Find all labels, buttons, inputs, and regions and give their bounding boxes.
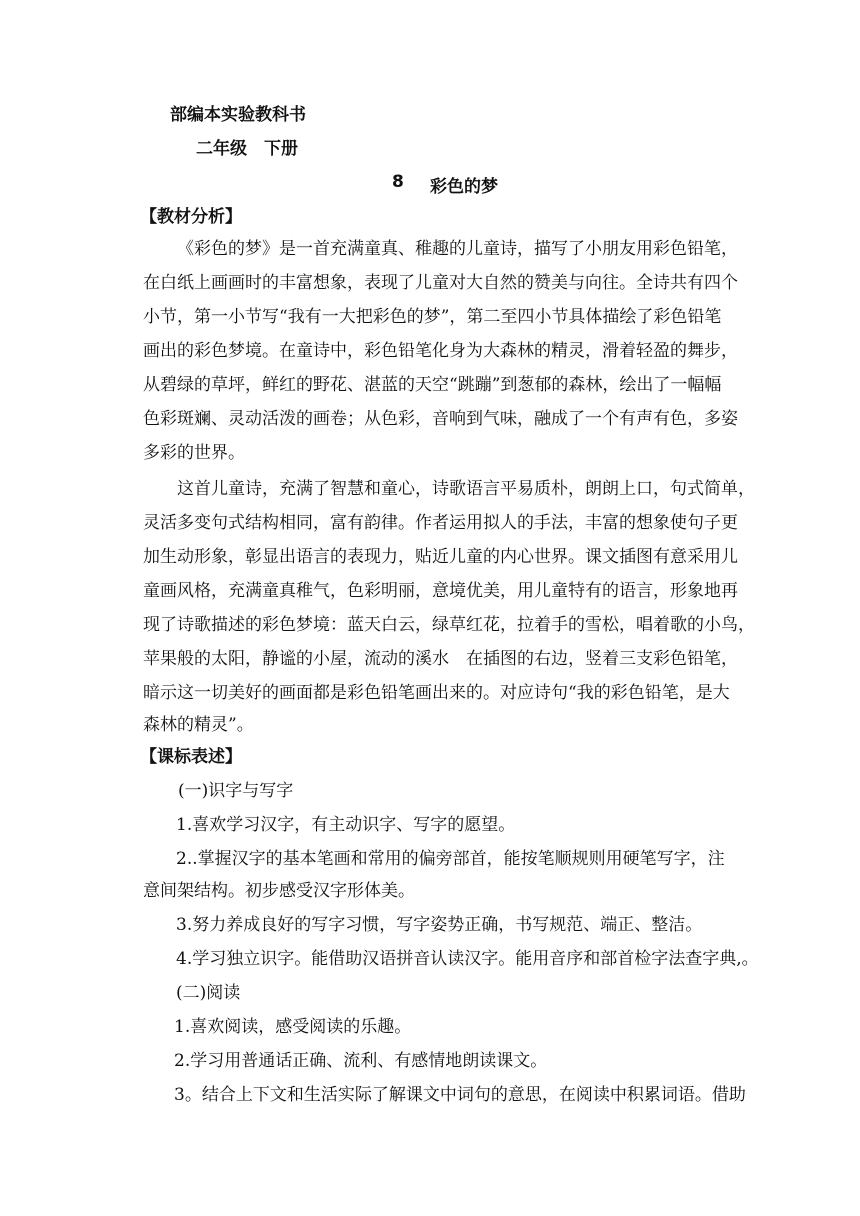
- analysis-p2-line: 加生动形象，彰显出语言的表现力，贴近儿童的内心世界。课文插图有意采用儿: [143, 547, 738, 567]
- analysis-p2-line: 灵活多变句式结构相同，富有韵律。作者运用拟人的手法，丰富的想象使句子更: [143, 513, 738, 533]
- analysis-p2-line: 童画风格，充满童真稚气，色彩明丽，意境优美，用儿童特有的语言，形象地再: [143, 581, 738, 601]
- reading-item: 2.学习用普通话正确、流利、有感情地朗读课文。: [174, 1051, 548, 1071]
- subsection-reading: (二)阅读: [176, 983, 241, 1003]
- publisher-line: 部编本实验教科书: [170, 105, 306, 125]
- reading-item: 3。结合上下文和生活实际了解课文中词句的意思，在阅读中积累词语。借助: [174, 1085, 746, 1105]
- standard-item: 4.学习独立识字。能借助汉语拼音认读汉字。能用音序和部首检字法查字典,。: [176, 949, 759, 969]
- analysis-p1-line: 《彩色的梦》是一首充满童真、稚趣的儿童诗，描写了小朋友用彩色铅笔，: [177, 239, 738, 259]
- analysis-p1-line: 在白纸上画画时的丰富想象，表现了儿童对大自然的赞美与向往。全诗共有四个: [143, 273, 738, 293]
- lesson-title: 彩色的梦: [430, 177, 498, 197]
- analysis-p1-line: 小节，第一小节写“我有一大把彩色的梦”，第二至四小节具体描绘了彩色铅笔: [143, 307, 722, 327]
- section-heading-standards: 【课标表述】: [140, 747, 242, 767]
- analysis-p2-line: 现了诗歌描述的彩色梦境：蓝天白云，绿草红花，拉着手的雪松，唱着歌的小鸟，: [143, 615, 755, 635]
- analysis-p1-line: 色彩斑斓、灵动活泼的画卷；从色彩，音响到气味，融成了一个有声有色，多姿: [143, 409, 738, 429]
- analysis-p2-line: 暗示这一切美好的画面都是彩色铅笔画出来的。对应诗句“我的彩色铅笔，是大: [143, 683, 730, 703]
- standard-item: 意间架结构。初步感受汉字形体美。: [143, 881, 415, 901]
- standard-item: 1.喜欢学习汉字，有主动识字、写字的愿望。: [176, 815, 516, 835]
- reading-item: 1.喜欢阅读，感受阅读的乐趣。: [174, 1017, 412, 1037]
- standard-item: 3.努力养成良好的写字习惯，写字姿势正确，书写规范、端正、整洁。: [176, 915, 703, 935]
- standard-item: 2..掌握汉字的基本笔画和常用的偏旁部首，能按笔顺规则用硬笔写字，注: [176, 849, 725, 869]
- analysis-p1-line: 从碧绿的草坪，鲜红的野花、湛蓝的天空“跳蹦”到葱郁的森林，绘出了一幅幅: [143, 375, 722, 395]
- section-heading-analysis: 【教材分析】: [140, 207, 242, 227]
- analysis-p1-line: 多彩的世界。: [143, 443, 245, 463]
- analysis-p2-line: 森林的精灵”。: [143, 715, 254, 735]
- lesson-number: 8: [392, 172, 404, 192]
- subsection-literacy: (一)识字与写字: [178, 781, 294, 801]
- analysis-p2-line: 这首儿童诗，充满了智慧和童心，诗歌语言平易质朴，朗朗上口，句式简单，: [177, 479, 755, 499]
- grade-line: 二年级 下册: [196, 139, 298, 159]
- analysis-p1-line: 画出的彩色梦境。在童诗中，彩色铅笔化身为大森林的精灵，滑着轻盈的舞步，: [143, 341, 738, 361]
- analysis-p2-line: 苹果般的太阳，静谧的小屋，流动的溪水 在插图的右边，竖着三支彩色铅笔，: [143, 649, 738, 669]
